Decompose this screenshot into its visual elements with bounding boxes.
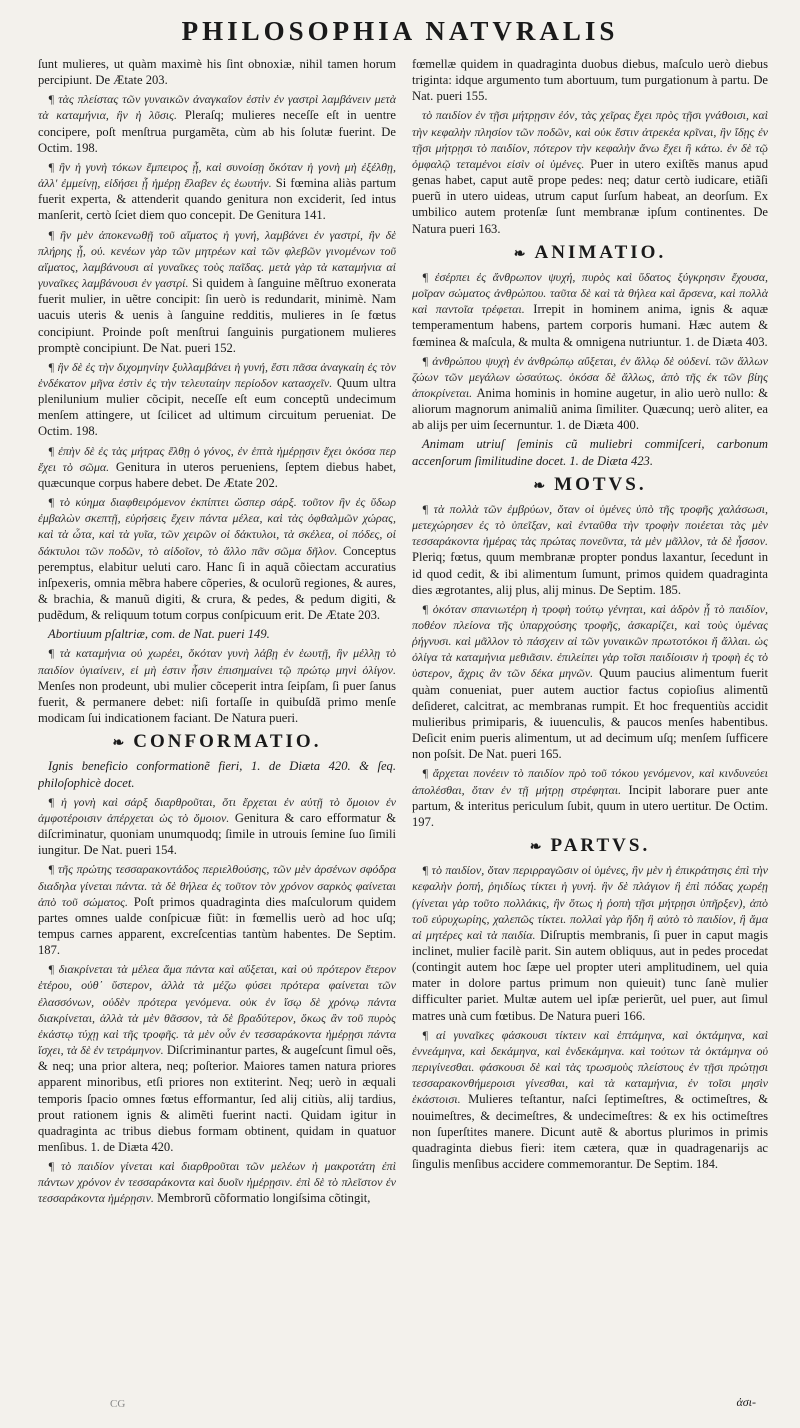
greek-text: ¶ ἐπὴν δὲ ἐς τὰς μήτρας ἔλθῃ ὁ γόνος, ἐν ἑπτὰ ἡμέρῃσιν ἔχει ὁκόσα περ ἔχει τὸ σῶμα. xyxy=(38,443,396,474)
left-column xyxy=(38,56,396,1388)
paragraph xyxy=(38,159,396,224)
note: Animam utriuſ ſeminis cũ muliebri commiſceri, carbonum accenſorum ſimilitudine docet. 1. de Diæta 423. xyxy=(412,437,768,468)
latin-text: Si fœmina aliàs partum fuerit experta, & attenderit quando genitura non exciderit, ſed intus manſerit, certò ſciet diem quo concepit. De Genitura 141. xyxy=(38,176,396,223)
greek-text: ¶ ἢν ἡ γυνὴ τόκων ἔμπειρος ᾖ, καὶ συνοίσῃ ὅκόταν ἡ γονὴ μὴ ἐξέλθῃ, ἀλλ' ἐμμείνῃ, εἰδήσει ᾗ ἡμέρῃ ἔλαβεν ἐς ἑωυτήν. xyxy=(38,159,396,191)
latin-text: Genitura & caro efformatur & diſcriminatur, quoniam unumquodq; ſimile in utrouis ſemine ſuo ſimili iungitur. De Nat. pueri 154. xyxy=(38,810,396,858)
paragraph xyxy=(412,765,768,830)
paragraph xyxy=(38,861,396,958)
paragraph xyxy=(412,1027,768,1172)
section-heading-animatio xyxy=(412,241,768,263)
latin-text: Conceptus peremptus, elabitur ueluti caro. Hanc ſi in aquã cõiectam accuratius inſpexeris, omnia mẽbra habere cõperies, & oculorũ regiones, & aures, & brachia, & manuũ digiti, & crura, & pedes, & pedum digiti, & pudẽdum, & reliquum totum corpus conſpicuum erit. De Ætate 203. xyxy=(38,543,396,623)
latin-text: Si quidem à ſanguine mẽſtruo exonerata fuerit mulier, in uẽtre concipit: ſin uerò is redundarit, minimè. Nam uacuis uteris & uenis à ſanguine redditis, mulieres in ſe fœtus concipiunt. Proinde poſt menſtrui ſanguinis purgationem mulieres promptè concipiunt. De Nat. pueri 152. xyxy=(38,276,396,355)
greek-text: ¶ ἄρχεται πονέειν τὸ παιδίον πρὸ τοῦ τόκου γενόμενον, καὶ κινδυνεύει ἀπολέσθαι, ὅταν ἐν τῇ μήτρῃ στρέφηται. xyxy=(412,766,768,797)
fleuron-icon: ❧ xyxy=(529,840,545,856)
catchword: ἀσι- xyxy=(736,1395,756,1409)
greek-text: ¶ τὸ παιδίον γίνεται καὶ διαρθροῦται τῶν μελέων ἡ μακροτάτη ἐπὶ πάντων χρόνον ἐν τεσσαράκοντα καὶ δυοῖν ἡμέρῃσιν. ἐπὶ δὲ τὸ πλεῖστον ἐν τεσσαράκοντα ἡμέρῃσιν. xyxy=(38,1159,396,1206)
greek-text: ¶ ἀνθρώπου ψυχὴ ἐν ἀνθρώπῳ αὔξεται, ἐν ἄλλῳ δὲ οὐδενί. τῶν ἄλλων ζώων τῶν μεγάλων ὡσαύτως. ὁκόσα δὲ ἄλλως, ἀπὸ τῆς ἐκ τῶν βίης ἀποκρίνεται. xyxy=(412,353,768,400)
paragraph xyxy=(412,601,768,763)
latin-text: Pleraſq; mulieres neceſſe eſt in uentre concipere, poſt menſtrua purgamẽta, cùm ab his ſolutæ fuerint. De Octim. 198. xyxy=(38,108,396,155)
latin-text: Poſt primos quadraginta dies maſculorum quidem partes omnes ualde conſpicuæ fiũt: in fœmellis uerò ad hoc uſq; tempus carnes apparent, excreſcentias tantùm habentes. De Septim. 187. xyxy=(38,894,396,958)
greek-text: ¶ ὁκόταν σπανιωτέρη ἡ τροφὴ τούτῳ γένηται, καὶ ἀδρὸν ᾖ τὸ παιδίον, ποθέον πλείονα τῆς ὑπαρχούσης τροφῆς, ἀσκαρίζει, καὶ τοὺς ὑμένας ῥήγνυσι. καὶ μᾶλλον τὸ πάσχειν αἱ τῶν γυναικῶν πρωτοτόκοι ἤ ἄλλαι. ὡς ὀλίγα τὰ καταμήνια μεθιᾶσιν. ἐπιλείπει γὰρ τοῖσι παιδίοισιν ἡ τροφὴ ἐς τὸ ὑστερον, ἄχρις ἂν τῶν δέκα μηνῶν. xyxy=(412,601,768,681)
paragraph xyxy=(38,443,396,491)
paragraph xyxy=(412,107,768,236)
greek-text: ¶ τὰ καταμήνια οὐ χωρέει, ὅκόταν γυνὴ λάβῃ ἐν ἑωυτῇ, ἢν μέλλῃ τὸ παιδίον ὑγιαίνειν, εἰ μὴ ἐστιν ἧσιν ἐπισημαίνει τῷ πρώτῳ μηνὶ ὀλίγον. xyxy=(38,646,396,677)
section-heading-conformatio xyxy=(38,731,396,753)
paragraph xyxy=(412,353,768,434)
running-head: PHILOSOPHIA NATVRALIS xyxy=(181,16,619,46)
note: Abortiuum pſaltriæ, com. de Nat. pueri 149. xyxy=(48,627,270,642)
paragraph xyxy=(38,91,396,156)
paragraph xyxy=(38,1158,396,1206)
greek-text: ¶ αἱ γυναῖκες φάσκουσι τίκτειν καὶ ἑπτάμηνα, καὶ ὀκτάμηνα, καὶ ἐννεάμηνα, καὶ δεκάμηνα, καὶ ἑνδεκάμηνα. καὶ τούτων τὰ ὀκτάμηνα οὐ περιγίνεσθαι. φάσκουσι δὲ καὶ τὰς τρωσμοὺς πλείστους ἐν τῇσι πρώτῃσι τεσσαρακονθήμεροισι γίνεσθαι, καὶ τὰ καταμήνια, ἐν τοῖσι μησὶν ἑκάστοισι. xyxy=(412,1027,768,1107)
latin-text: Membrorũ cõformatio longiſsima cõtingit, xyxy=(157,1191,371,1206)
paragraph xyxy=(38,227,396,356)
signature-mark: CG xyxy=(110,1398,126,1410)
greek-text: ¶ ἢν δὲ ἐς τὴν διχομηνίην ξυλλαμβάνει ἡ γυνή, ἔστι πᾶσα ἀναγκαίη ἐς τὸν ἑνδέκατον μῆνα ἐστὶν ἐς τὴν τελευταίην περίοδον κατασχεῖν. xyxy=(38,359,396,390)
greek-text: ¶ διακρίνεται τὰ μέλεα ἅμα πάντα καὶ αὔξεται, καὶ οὐ πρότερον ἕτερον ἑτέρου, οὐθ᾽ ὕστερον, ἀλλὰ τὰ μέζω φύσει πρότερα φαίνεται τῶν ἐλασσόνων, οὐδὲν πρότερα γενόμενα. οὐκ ἐν ἴσῳ δὲ χρόνῳ πάντα διακρίνεται, ἀλλὰ τὰ μὲν θᾶσσον, τὰ δὲ βραδύτερον, ὅκως ἂν τοῦ πυρὸς ἐκάστῳ τύχῃ καὶ τῆς τροφῆς. τὰ μὲν οὖν ἐν τεσσαράκοντα ἡμέρῃσι πάντα ἴσχει, τὰ δὲ ἐν τετράμηνον. xyxy=(38,962,396,1058)
fleuron-icon: ❧ xyxy=(513,246,529,262)
right-column xyxy=(412,56,768,1388)
paragraph xyxy=(412,862,768,1024)
latin-text: Puer in utero exiſtẽs manus apud genas habet, caput autẽ prope pedes: neq; datur certò iudicare, etiãſi puerũ in utero uideas, utrum caput ſurſum habeat, an deorſum. Ex umbilico autem protenſæ ſunt membranæ ipſum continentes. De Natura pueri 163. xyxy=(412,156,768,236)
paragraph xyxy=(38,494,396,623)
greek-text: ¶ ἡ γονὴ καὶ σάρξ διαρθροῦται, ὅτι ἔρχεται ἐν αὐτῇ τὸ ὅμοιον ἐν ἀμφοτέροισιν ἀπέρχεται ὡς τὸ ὅμοιον. xyxy=(38,794,396,825)
greek-text: ¶ τὰς πλείστας τῶν γυναικῶν ἀναγκαῖον ἐστὶν ἐν γαστρὶ λαμβάνειν μετὰ τὰ καταμήνια, ἢν ἡ λῦσις. xyxy=(38,92,396,123)
latin-text: Mulieres teſtantur, naſci ſeptimeſtres, & octimeſtres, & nouimeſtres, & decimeſtres, & undecimeſtres: & ex his octimeſtres non ſuperſtites manere. Dicunt autẽ & abortus plurimos in primis quadraginta diebus fieri: item cætera, quæ in quadragenarijs ac ſingulis menſibus accidere commemorantur. De Septim. 184. xyxy=(412,1092,768,1171)
greek-text: ¶ ἢν μὲν ἀποκενωθῇ τοῦ αἵματος ἡ γυνή, λαμβάνει ἐν γαστρί, ἢν δὲ πλήρης ᾖ, οὐ. κενέων γὰρ τῶν μητρέων καὶ τῶν φλεβῶν γινομένων τοῦ αἵματος, λαμβάνουσι αἱ γυναῖκες τοὺς παῖδας. μετὰ γὰρ τὰ καταμήνια αἱ γυναῖκες λαμβάνουσι ἐν γαστρί. xyxy=(38,227,396,291)
latin-text: Quum ultra plenilunium mulier cõcipit, neceſſe eſt eum conceptũ undecimum menſem attingere, ut ſcilicet ad ultimum circuitum perueniat. De Octim. 198. xyxy=(38,375,396,439)
greek-text: τὸ παιδίον ἐν τῇσι μήτρῃσιν ἐόν, τὰς χεῖρας ἔχει πρὸς τῇσι γνάθοισι, καὶ τὴν κεφαλὴν πλησίον τῶν ποδῶν, καὶ οὐκ ἔστιν ἀτρεκέα κρῖναι, ἢν ἴδῃς ἐν τῇσι μήτρῃσι τὸ παιδίον, πότερον τὴν κεφαλὴν ἄνω ἔχει ἢ κάτω. ἐν δὲ τῷ ὀμφαλῷ τεταμένοι εἰσὶν οἱ ὑμένες. xyxy=(412,108,768,171)
greek-text: ¶ τὸ παιδίον, ὅταν περιρραγῶσιν οἱ ὑμένες, ἢν μὲν ἡ ἐπικράτησις ἐπὶ τὴν κεφαλὴν ῥοπή, ῥηιδίως τίκτει ἡ γυνή. ἢν δὲ πλάγιον ἢ ἐπὶ πόδας χωρέῃ (γίνεται γὰρ τοῦτο πολλάκις, ἢν ὅτως ἡ ῥοπὴ τῇσι μήτρῃσι ὑπῆρξεν), ἀπὸ τοῦ εὐρυχωρίης, χαλεπῶς τίκτει. πολλαὶ γὰρ ἤδη ἢ αὐτὸ τὸ παιδίον, ἢ ἅμα αἱ μητέρες καὶ τὰ παιδία. xyxy=(412,863,768,942)
heading-text: MOTVS. xyxy=(554,473,647,495)
greek-text: ¶ ἐσέρπει ἐς ἄνθρωπον ψυχή, πυρὸς καὶ ὕδατος ξύγκρησιν ἔχουσα, μοῖραν σώματος ἀνθρώπου. ταῦτα δὲ καὶ τὰ θήλεα καὶ ἄρσενα, καὶ πολλὰ καὶ παντοῖα τρέφεται. xyxy=(412,269,768,317)
section-heading-partus xyxy=(412,835,768,857)
latin-text: Quum paucius alimentum fuerit quàm conueniat, puer autem auctior factus copioſius alimentũ deſideret, calcitrat, ac membranas rumpit. Et hoc frequentiùs accidit mulieribus primiparis, & iuuenculis, & paucos menſes habentibus. Deſicit enim pueris alimentum, ut ad decimum uſq; menſem ſufficere non poſsit. De Nat. pueri 165. xyxy=(412,666,768,762)
latin-text: Pleriq; fœtus, quum membranæ propter pondus laxantur, ſecedunt in id quod cedit, & ibi alimentum ſumunt, primos quidem quadraginta dies ægrotantes, alij plus, alij minus. De Septim. 185. xyxy=(412,550,768,597)
paragraph xyxy=(412,269,768,350)
heading-text: CONFORMATIO. xyxy=(133,731,322,753)
latin-text: Irrepit in hominem anima, ignis & aquæ temperamentum habens, partem corporis humani. Hæc autem & fœminea & maſcula, & multa & omnigena nutriuntur. 1. de Diæta 403. xyxy=(412,302,768,349)
latin-text: Diſruptis membranis, ſi puer in caput magis inclinet, mulier facilè parit. Sin autem obliquus, aut in pedes procedat (contingit autem hoc ſæpe uel propter uteri amplitudinem, uel quia mater in dolore partus primum non quieuit) tunc ſanè mulier difficulter pariet. Multæ autem uel ipſæ perierũt, uel puer, aut ſimul matres unà cum fœtibus. De Natura pueri 166. xyxy=(412,927,768,1023)
greek-text: ¶ τῆς πρώτης τεσσαρακοντάδος περιελθούσης, τῶν μὲν ἀρσένων σφόδρα διαδηλα γίνεται πάντα. τὰ δὲ θήλεα ἐς τοῦτον τὸν χρόνον σαρκὸς φαίνεται ἀπὸ τοῦ σώματος. xyxy=(38,862,396,909)
fleuron-icon: ❧ xyxy=(112,736,128,752)
greek-text: ¶ τὰ πολλὰ τῶν ἐμβρύων, ὅταν οἱ ὑμένες ὑπὸ τῆς τροφῆς χαλάσωσι, μετεχώρησεν ἐς τὸ ὑπεῖξαν, καὶ ἐνταῦθα τὴν τροφὴν ποιέεται τὰς μὲν τεσσαράκοντα ἡμέρας τὰς πρώτας πονεῦντα, τὰ μὲν μᾶλλον, τὰ δὲ ἧσσον. xyxy=(412,501,768,549)
latin-text: Incipit laborare puer ante partum, & interitus periculum ſubit, quum in utero uertitur. De Octim. 197. xyxy=(412,782,768,829)
paragraph: fœmellæ quidem in quadraginta duobus diebus, maſculo uerò diebus triginta: idque argumento tum abortuum, tum purgationum à partu. De Nat. pueri 155. xyxy=(412,57,768,104)
fleuron-icon: ❧ xyxy=(533,478,549,494)
heading-text: ANIMATIO. xyxy=(534,241,667,263)
section-heading-motus xyxy=(412,473,768,495)
latin-text: Menſes non prodeunt, ubi mulier cõceperit intra ſeipſam, ſi puer ſanus fuerit, & permanere debet: niſi fortaſſe in quibuſdã primo menſe modicam ſui indicationem faciant. De Natura pueri. xyxy=(38,678,396,726)
paragraph: ſunt mulieres, ut quàm maximè his ſint obnoxiæ, nihil tamen horum percipiunt. De Ætate 203. xyxy=(38,57,396,88)
latin-text: Genitura in uteros perueniens, ſeptem diebus habet, quæcunque corpus habere debet. De Ætate 202. xyxy=(38,459,396,490)
paragraph xyxy=(38,794,396,859)
latin-text: Diſcriminantur partes, & augeſcunt ſimul oẽs, & neq; una prior altera, neq; poſterior. Maiores tamen natura priores apparent minoribus, etſi priores non extiterint. Neq; uerò in æquali temporis ſpacio omnes fœtus efformantur, ſed alij citiùs, alij tardius, prout rationem ignis & alimẽti fuerint nacti. Quidam igitur in quadraginta ac tribus diebus formam obtinent, quidam in quatuor menſibus. 1. de Diæta 420. xyxy=(38,1043,396,1154)
latin-text: Anima hominis in homine augetur, in alio uerò nullo: & aliorum magnorum animaliũ anima ſimiliter. Quæcunq; uerò aliter, ea ab alijs per uim ſecernuntur. 1. de Diæta 400. xyxy=(412,385,768,433)
paragraph xyxy=(38,961,396,1155)
note: Ignis beneficio conformationẽ fieri, 1. de Diæta 420. & ſeq. philoſophicè docet. xyxy=(38,759,396,790)
paragraph xyxy=(38,645,396,726)
heading-text: PARTVS. xyxy=(550,835,651,857)
greek-text: ¶ τὸ κύημα διαφθειρόμενον ἐκπίπτει ὥσπερ σάρξ. τοῦτον ἢν ἐς ὕδωρ ἐμβαλὼν σκεπτῇ, εὑρήσεις ἔχειν πάντα μέλεα, καὶ τὰς ὀφθαλμῶν χώρας, καὶ τὰ ὦτα, καὶ τὰ γυῖα, τῶν χειρῶν οἱ δάκτυλοι, τὰ σκέλεα, οἱ πόδες, οἱ δάκτυλοι τῶν ποδῶν, τὸ αἰδοῖον, τὸ ἄλλο πᾶν σῶμα δῆλον. xyxy=(38,495,396,558)
paragraph xyxy=(38,359,396,440)
paragraph xyxy=(412,501,768,598)
